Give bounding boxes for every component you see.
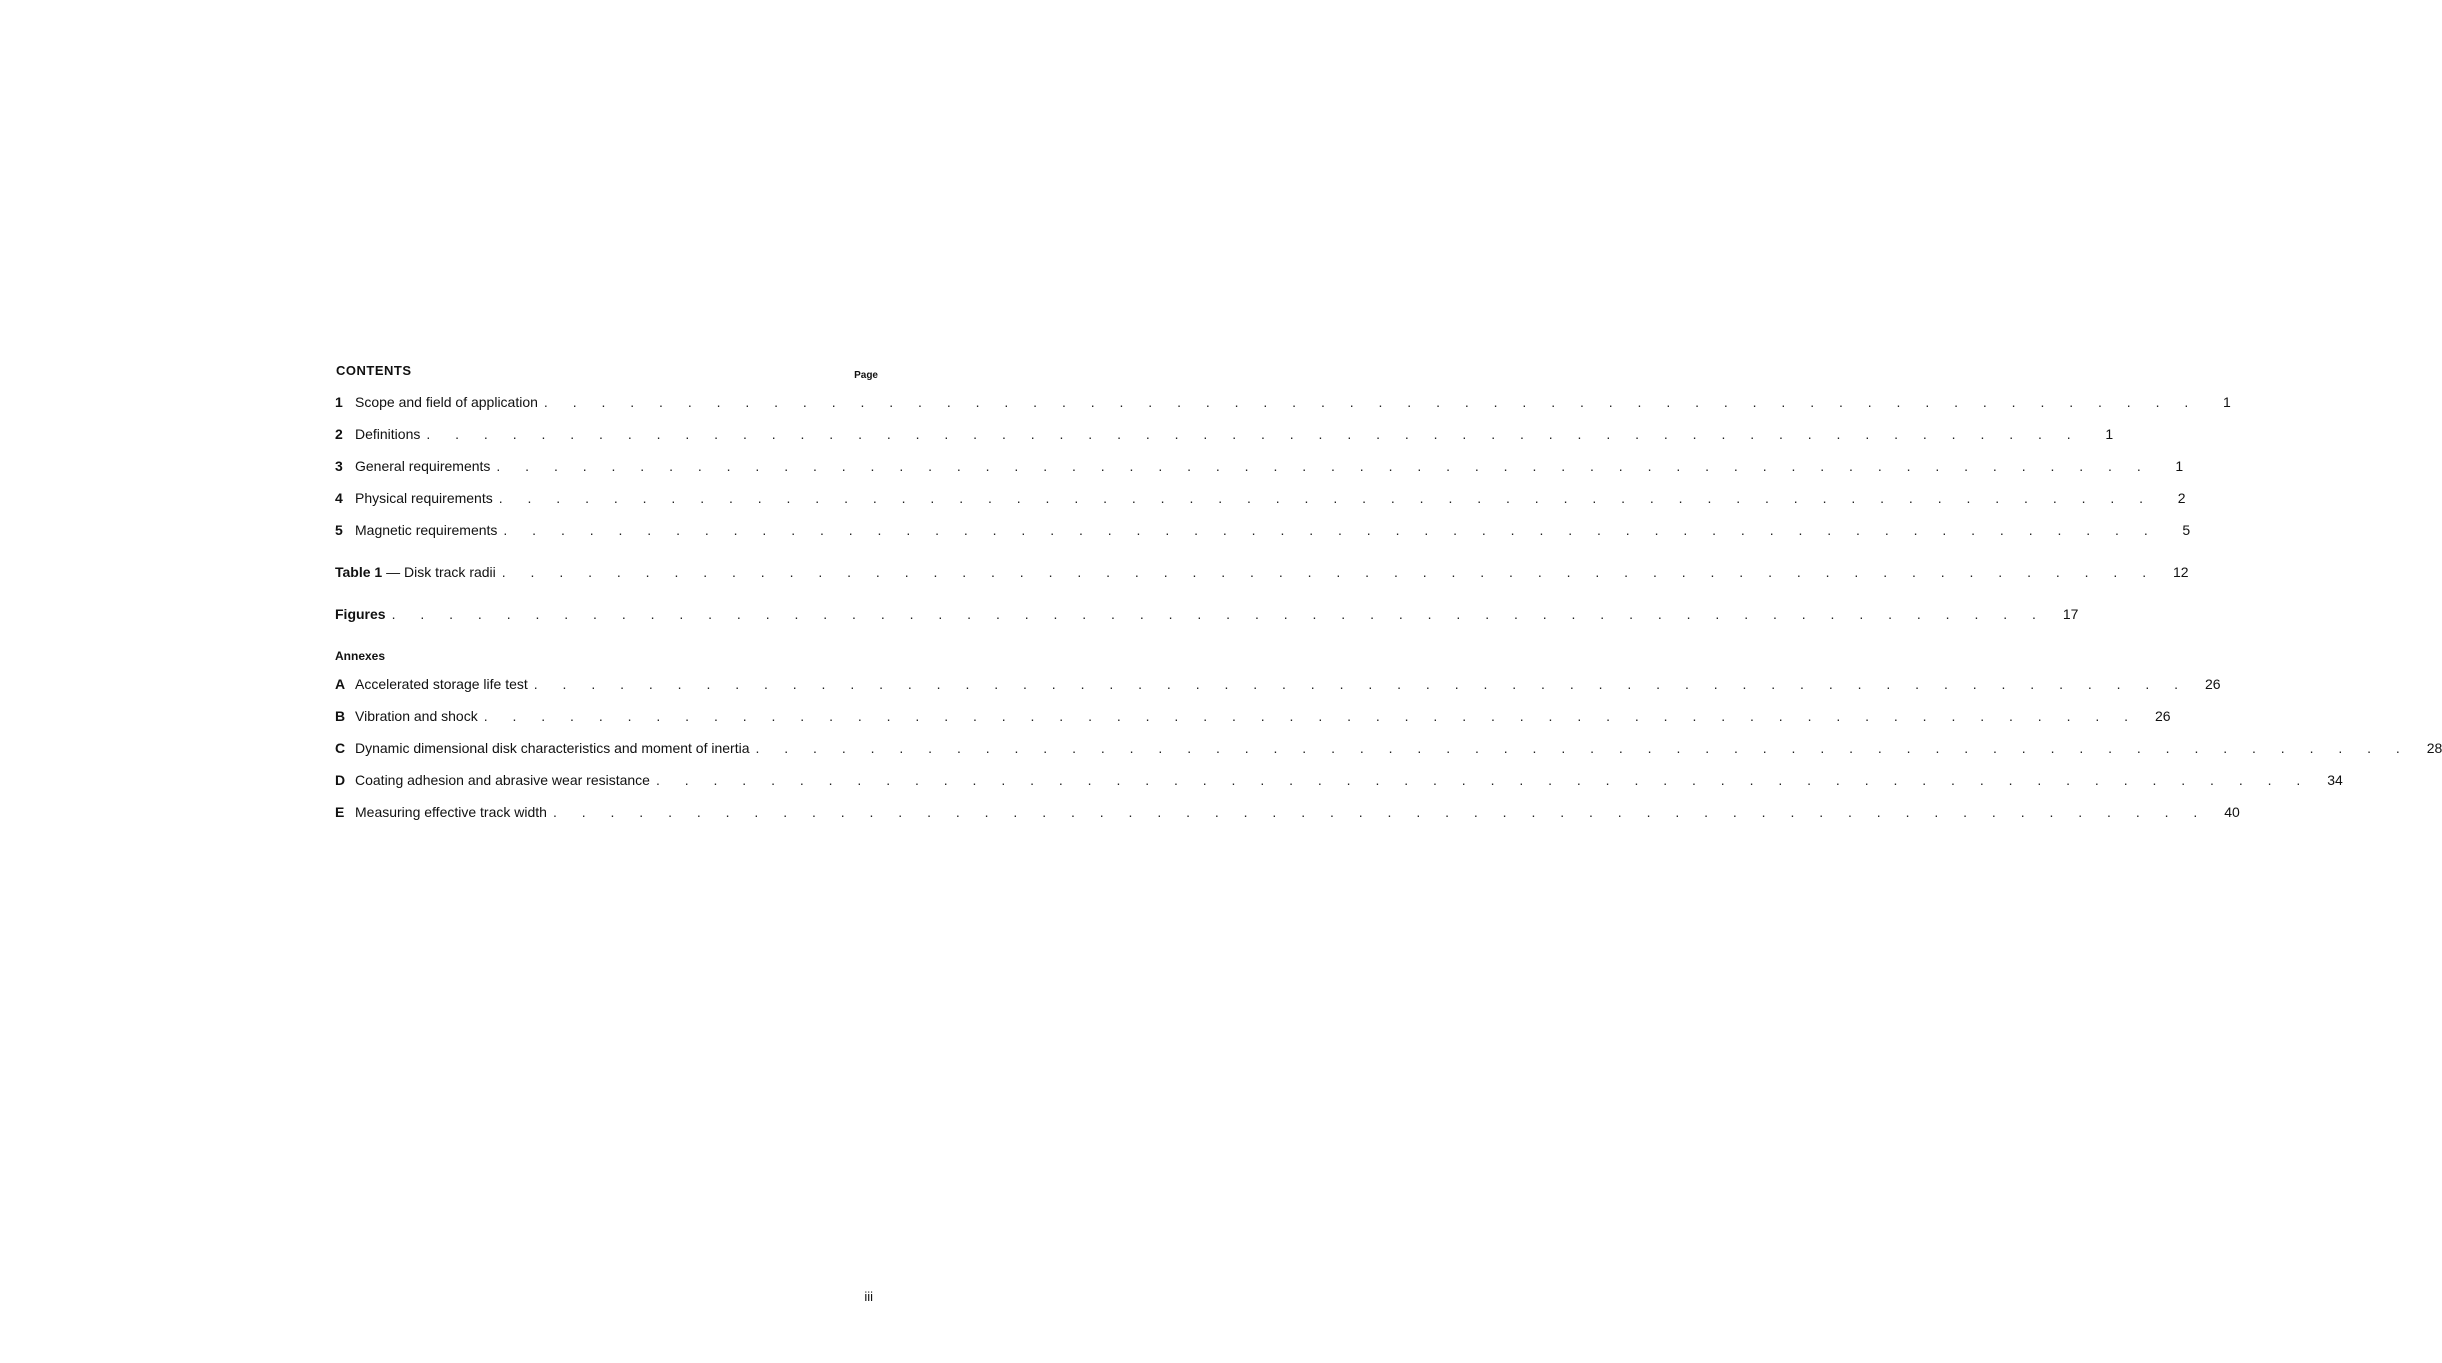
dot-leader: . . . . . . . . . . . . . . . . . . . . . . . . . . . . . . . . . . . . . . . . . . . . . . . . . . . . . . . . . . — [755, 740, 2411, 756]
table-label: Table 1 — [335, 564, 383, 580]
toc-entry-annex-a[interactable] — [335, 676, 2221, 708]
page-number: 26 — [2154, 708, 2171, 724]
page-number: 1 — [2175, 458, 2184, 474]
page-number: 1 — [2105, 426, 2114, 442]
section-title: General requirements — [355, 458, 491, 474]
annex-letter: E — [335, 804, 345, 820]
dot-leader: . . . . . . . . . . . . . . . . . . . . . . . . . . . . . . . . . . . . . . . . . . . . . . . . . . . . . . . . . . — [543, 394, 2199, 410]
annex-title: Vibration and shock — [355, 708, 478, 724]
dot-leader: . . . . . . . . . . . . . . . . . . . . . . . . . . . . . . . . . . . . . . . . . . . . . . . . . . . . . . . . . . — [426, 426, 2082, 442]
toc-entry-annex-b[interactable] — [335, 708, 2171, 740]
toc-entry-general-requirements[interactable] — [335, 458, 2184, 490]
toc-entry-annex-d[interactable] — [335, 772, 2343, 804]
annex-title: Coating adhesion and abrasive wear resistance — [355, 772, 650, 788]
table-entry-title — [335, 564, 496, 580]
annexes-heading: Annexes — [335, 649, 386, 663]
dot-leader: . . . . . . . . . . . . . . . . . . . . . . . . . . . . . . . . . . . . . . . . . . . . . . . . . . . . . . . . . . — [655, 772, 2311, 788]
page-number: 1 — [2222, 394, 2231, 410]
section-title: Definitions — [355, 426, 421, 442]
figures-label: Figures — [335, 606, 386, 622]
toc-entry-annex-e[interactable] — [335, 804, 2240, 836]
toc-entry-table-1[interactable] — [335, 564, 2189, 596]
toc-header — [335, 360, 878, 394]
dot-leader: . . . . . . . . . . . . . . . . . . . . . . . . . . . . . . . . . . . . . . . . . . . . . . . . . . . . . . . . . . — [391, 606, 2047, 622]
annex-letter: A — [335, 676, 346, 692]
dot-leader: . . . . . . . . . . . . . . . . . . . . . . . . . . . . . . . . . . . . . . . . . . . . . . . . . . . . . . . . . . — [501, 564, 2157, 580]
page-column-label: Page — [854, 370, 878, 381]
page-number: 40 — [2224, 804, 2240, 820]
section-number: 4 — [335, 490, 343, 506]
dot-leader: . . . . . . . . . . . . . . . . . . . . . . . . . . . . . . . . . . . . . . . . . . . . . . . . . . . . . . . . . . — [483, 708, 2139, 724]
contents-title: CONTENTS — [336, 363, 412, 378]
page-number: 12 — [2173, 564, 2189, 580]
page-number: 34 — [2327, 772, 2343, 788]
page-number: 17 — [2062, 606, 2079, 622]
toc-entry-annex-c[interactable] — [335, 740, 2442, 772]
section-number: 1 — [335, 394, 343, 410]
page-number: 28 — [2426, 740, 2442, 756]
page-number: 2 — [2177, 490, 2186, 506]
toc-entry-physical-requirements[interactable] — [335, 490, 2186, 522]
section-title: Scope and field of application — [355, 394, 538, 410]
page-number: 26 — [2205, 676, 2221, 692]
page-number: 5 — [2182, 522, 2191, 538]
dot-leader: . . . . . . . . . . . . . . . . . . . . . . . . . . . . . . . . . . . . . . . . . . . . . . . . . . . . . . . . . . — [498, 490, 2154, 506]
toc-entry-magnetic-requirements[interactable] — [335, 522, 2191, 554]
toc-entry-figures[interactable] — [335, 606, 2079, 638]
section-number: 3 — [335, 458, 343, 474]
toc-entry-scope[interactable] — [335, 394, 2231, 426]
annex-title: Measuring effective track width — [355, 804, 547, 820]
dot-leader: . . . . . . . . . . . . . . . . . . . . . . . . . . . . . . . . . . . . . . . . . . . . . . . . . . . . . . . . . . — [533, 676, 2189, 692]
page-folio: iii — [864, 1289, 873, 1304]
section-number: 5 — [335, 522, 343, 538]
section-title: Magnetic requirements — [355, 522, 498, 538]
annex-title: Accelerated storage life test — [355, 676, 528, 692]
table-title: Disk track radii — [403, 564, 496, 580]
toc-entry-definitions[interactable] — [335, 426, 2114, 458]
annex-title: Dynamic dimensional disk characteristics and moment of inertia — [355, 740, 750, 756]
annex-letter: D — [335, 772, 346, 788]
section-title: Physical requirements — [355, 490, 493, 506]
dot-leader: . . . . . . . . . . . . . . . . . . . . . . . . . . . . . . . . . . . . . . . . . . . . . . . . . . . . . . . . . . — [496, 458, 2152, 474]
dot-leader: . . . . . . . . . . . . . . . . . . . . . . . . . . . . . . . . . . . . . . . . . . . . . . . . . . . . . . . . . . — [503, 522, 2159, 538]
section-number: 2 — [335, 426, 343, 442]
annex-letter: B — [335, 708, 346, 724]
annex-letter: C — [335, 740, 346, 756]
table-of-contents — [335, 360, 2442, 836]
table-dash: — — [382, 564, 404, 580]
dot-leader: . . . . . . . . . . . . . . . . . . . . . . . . . . . . . . . . . . . . . . . . . . . . . . . . . . . . . . . . . . — [552, 804, 2208, 820]
